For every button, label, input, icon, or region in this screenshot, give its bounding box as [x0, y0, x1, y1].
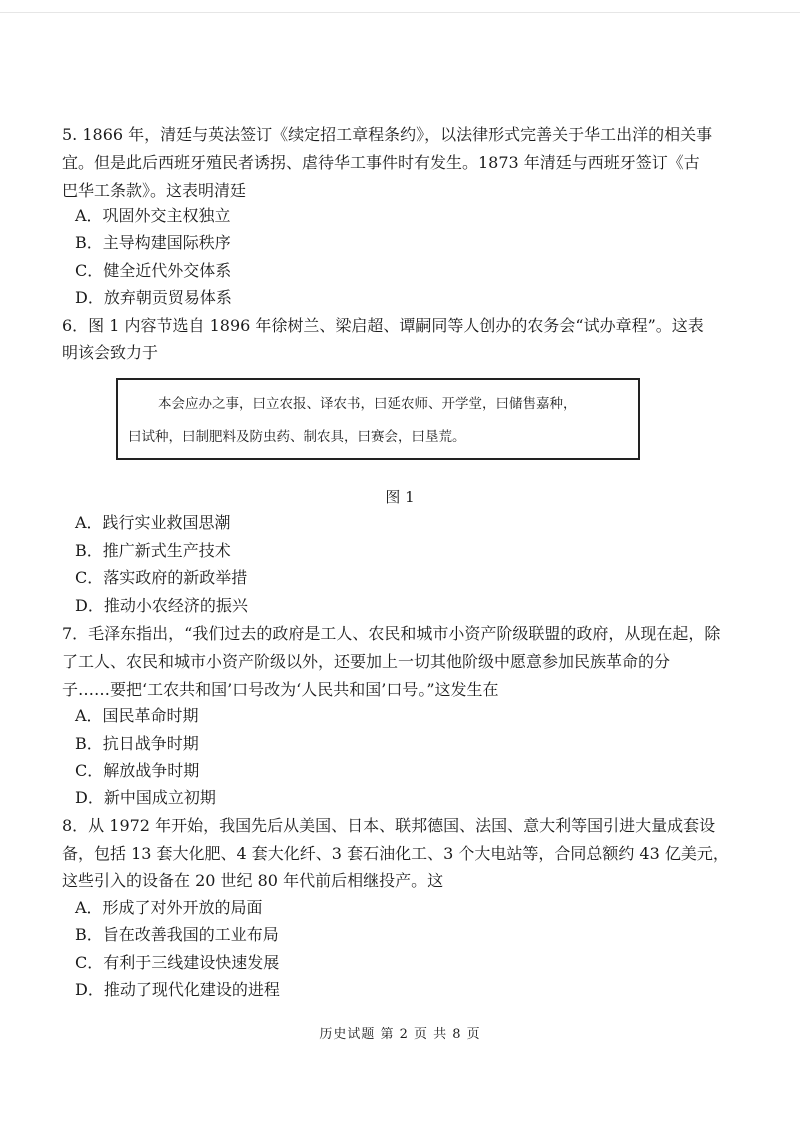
option-d: D．推动了现代化建设的进程	[75, 980, 280, 999]
option-c: C．解放战争时期	[75, 761, 200, 780]
question-stem-line: 了工人、农民和城市小资产阶级以外，还要加上一切其他阶级中愿意参加民族革命的分	[62, 652, 671, 671]
option-a: A．形成了对外开放的局面	[75, 898, 263, 917]
option-a: A．巩固外交主权独立	[75, 206, 231, 225]
figure-1-box	[116, 378, 640, 460]
question-stem-line: 6．图 1 内容节选自 1896 年徐树兰、梁启超、谭嗣同等人创办的农务会“试办章程”。这表	[62, 316, 704, 335]
option-c: C．有利于三线建设快速发展	[75, 953, 280, 972]
figure-box-line: 曰试种，曰制肥料及防虫药、制农具，曰赛会，曰垦荒。	[128, 429, 466, 445]
option-d: D．推动小农经济的振兴	[75, 596, 248, 615]
page-footer: 历史试题 第 2 页 共 8 页	[319, 1027, 481, 1042]
question-stem-line: 这些引入的设备在 20 世纪 80 年代前后相继投产。这	[62, 871, 444, 890]
question-stem-line: 7．毛泽东指出，“我们过去的政府是工人、农民和城市小资产阶级联盟的政府，从现在起，除	[62, 624, 721, 643]
figure-caption: 图 1	[385, 488, 415, 506]
option-a: A．践行实业救国思潮	[75, 513, 231, 532]
option-b: B．旨在改善我国的工业布局	[75, 925, 279, 944]
option-b: B．推广新式生产技术	[75, 541, 231, 560]
option-d: D．新中国成立初期	[75, 788, 216, 807]
question-stem-line: 子……要把‘工农共和国’口号改为‘人民共和国’口号。”这发生在	[62, 680, 499, 699]
option-c: C．落实政府的新政举措	[75, 568, 248, 587]
question-stem-line: 明该会致力于	[62, 343, 159, 362]
top-divider	[0, 12, 800, 13]
figure-box-line: 本会应办之事，曰立农报、译农书，曰延农师、开学堂，曰储售嘉种，	[158, 396, 577, 412]
question-stem-line: 5. 1866 年，清廷与英法签订《续定招工章程条约》，以法律形式完善关于华工出洋的相关事	[62, 125, 713, 144]
option-a: A．国民革命时期	[75, 706, 199, 725]
option-d: D．放弃朝贡贸易体系	[75, 288, 232, 307]
question-stem-line: 8．从 1972 年开始，我国先后从美国、日本、联邦德国、法国、意大利等国引进大量成套设	[62, 816, 716, 835]
question-stem-line: 宜。但是此后西班牙殖民者诱拐、虐待华工事件时有发生。1873 年清廷与西班牙签订《古	[62, 153, 700, 172]
option-b: B．主导构建国际秩序	[75, 233, 231, 252]
option-c: C．健全近代外交体系	[75, 261, 232, 280]
option-b: B．抗日战争时期	[75, 734, 199, 753]
question-stem-line: 巴华工条款》。这表明清廷	[62, 181, 247, 200]
question-stem-line: 备，包括 13 套大化肥、4 套大化纤、3 套石油化工、3 个大电站等，合同总额约 43 亿美元，	[62, 844, 729, 863]
